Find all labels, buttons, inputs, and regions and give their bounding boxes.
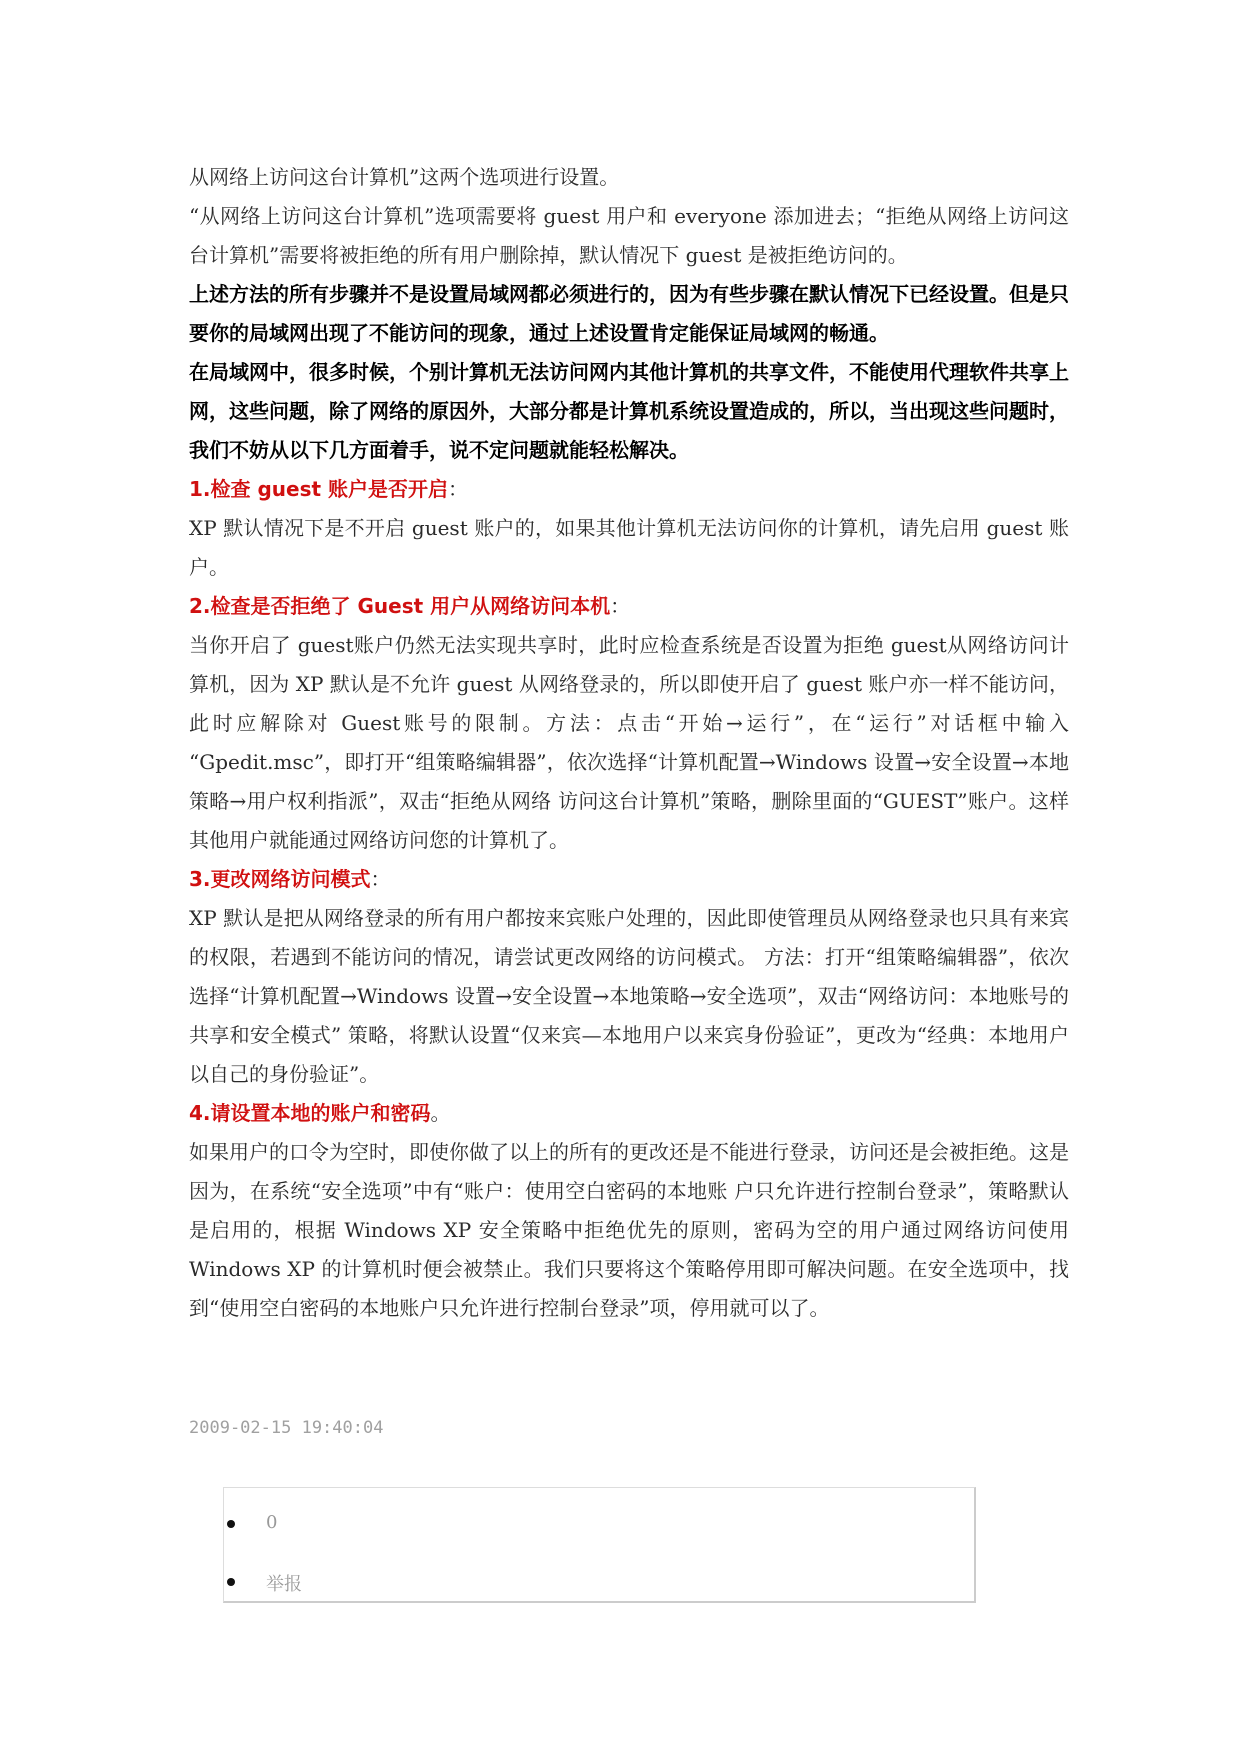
report-item[interactable] [224,1567,974,1597]
heading-tail: ： [448,477,469,501]
bold-paragraph: 上述方法的所有步骤并不是设置局域网都必须进行的，因为有些步骤在默认情况下已经设置。但是只要你的局域网出现了不能访问的现象，通过上述设置肯定能保证局域网的畅通。 [189,282,1069,345]
section-heading-1 [189,470,1069,509]
paragraph: XP 默认是把从网络登录的所有用户都按来宾账户处理的，因此即使管理员从网络登录也只具有来宾的权限，若遇到不能访问的情况，请尝试更改网络的访问模式。 方法：打开“组策略编辑器”，依次选择“计算机配置→Windows 设置→安全设置→本地策略→安全选项”，双击“网络访问：本地账号的共享和安全模式” 策略，将默认设置“仅来宾—本地用户以来宾身份验证”，更改为“经典：本地用户以自己的身份验证”。 [189,906,1069,1086]
post-timestamp: 2009-02-15 19:40:04 [189,1418,384,1438]
like-count-item[interactable] [224,1509,974,1539]
heading-tail: ： [370,867,391,891]
bullet-icon [227,1520,235,1528]
section-heading-3 [189,860,1069,899]
bullet-icon [227,1578,235,1586]
paragraph: 如果用户的口令为空时，即使你做了以上的所有的更改还是不能进行登录，访问还是会被拒绝。这是因为，在系统“安全选项”中有“账户：使用空白密码的本地账 户只允许进行控制台登录”，策略默认是启用的，根据 Windows XP 安全策略中拒绝优先的原则，密码为空的用户通过网络访问使用 Windows XP 的计算机时便会被禁止。我们只要将这个策略停用即可解决问题。在安全选项中，找到“使用空白密码的本地账户只允许进行控制台登录”项，停用就可以了。 [189,1140,1069,1320]
paragraph: “从网络上访问这台计算机”选项需要将 guest 用户和 everyone 添加进去；“拒绝从网络上访问这台计算机”需要将被拒绝的所有用户删除掉，默认情况下 guest 是被拒绝访问的。 [189,204,1069,267]
heading-tail: ： [610,594,631,618]
document-body [189,158,1069,1328]
paragraph: XP 默认情况下是不开启 guest 账户的，如果其他计算机无法访问你的计算机，请先启用 guest 账户。 [189,516,1069,579]
heading-tail: 。 [430,1101,451,1125]
actions-box [223,1487,976,1603]
bold-paragraph: 在局域网中，很多时候，个别计算机无法访问网内其他计算机的共享文件，不能使用代理软件共享上网，这些问题，除了网络的原因外，大部分都是计算机系统设置造成的，所以，当出现这些问题时，我们不妨从以下几方面着手，说不定问题就能轻松解决。 [189,360,1069,462]
paragraph: 当你开启了 guest账户仍然无法实现共享时，此时应检查系统是否设置为拒绝 guest从网络访问计算机，因为 XP 默认是不允许 guest 从网络登录的，所以即使开启了 guest 账户亦一样不能访问，此时应解除对 Guest账号的限制。方法：点击“开始→运行”，在“运行”对话框中输入 “Gpedit.msc”，即打开“组策略编辑器”，依次选择“计算机配置→Windows 设置→安全设置→本地策略→用户权利指派”，双击“拒绝从网络 访问这台计算机”策略，删除里面的“GUEST”账户。这样其他用户就能通过网络访问您的计算机了。 [189,633,1069,852]
section-heading-2 [189,587,1069,626]
heading-text: 3.更改网络访问模式 [189,867,371,891]
heading-text: 2.检查是否拒绝了 Guest 用户从网络访问本机 [189,594,611,618]
report-link[interactable]: 举报 [266,1574,302,1595]
section-heading-4 [189,1094,1069,1133]
paragraph: 从网络上访问这台计算机”这两个选项进行设置。 [189,165,620,189]
heading-text: 1.检查 guest 账户是否开启 [189,477,449,501]
heading-text: 4.请设置本地的账户和密码 [189,1101,431,1125]
like-count: 0 [266,1512,278,1533]
